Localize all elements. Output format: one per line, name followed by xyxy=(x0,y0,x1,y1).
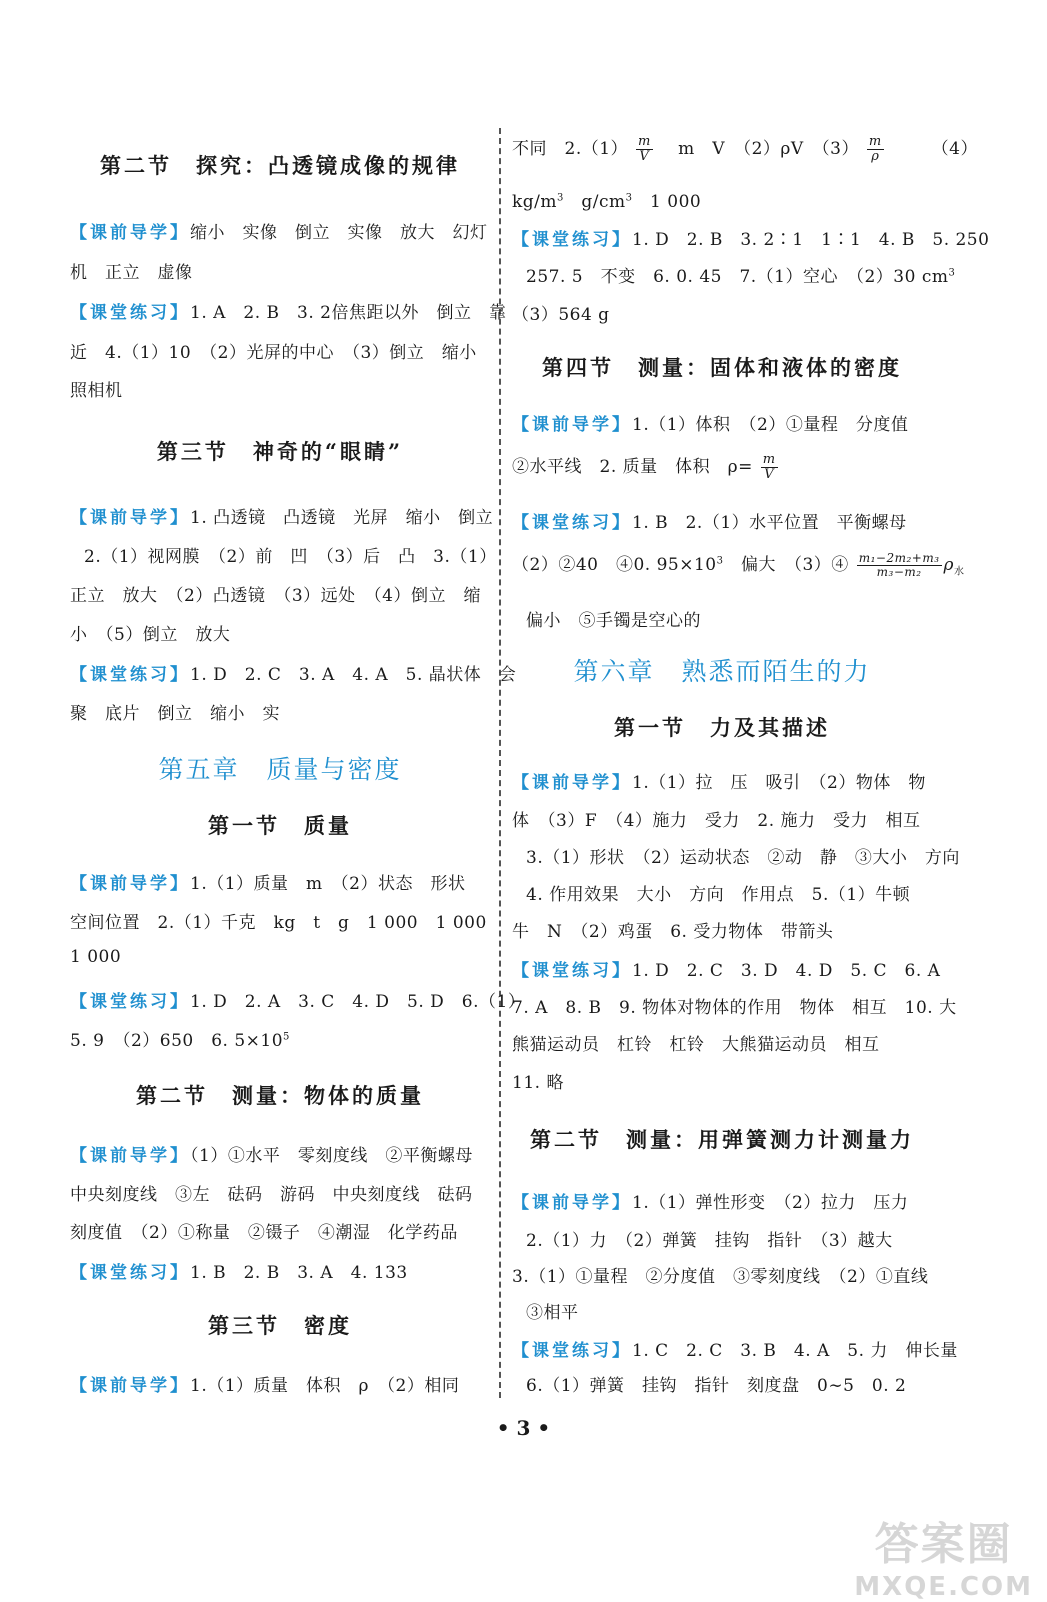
answer-line: 【课堂练习】1. D 2. B 3. 2∶1 1∶1 4. B 5. 250 xyxy=(512,230,990,250)
answer-line: 不同 2.（1） $\frac{m}{V}$ m V （2）ρV （3） $\frac{m}{\rho}$ （4） xyxy=(512,133,978,164)
section-heading: 第四节 测量：固体和液体的密度 xyxy=(542,355,902,380)
answer-line: 【课堂练习】1. D 2. A 3. C 4. D 5. D 6.（1） xyxy=(70,992,526,1012)
answer-line: 【课前导学】1.（1）质量 m （2）状态 形状 xyxy=(70,874,466,894)
fraction: $\frac{\text{m₁−2m₂+m₃}}{\text{m₃−m₂}}$ xyxy=(858,550,940,579)
page-number: • 3 • xyxy=(496,1416,551,1440)
answer-line: ②水平线 2. 质量 体积 ρ= $\frac{m}{V}$ xyxy=(512,451,776,482)
pre-study-tag: 【课前导学】 xyxy=(512,773,632,793)
answer-line: 【课堂练习】1. B 2. B 3. A 4. 133 xyxy=(70,1263,408,1283)
answer-line: 2.（1）视网膜 （2）前 凹 （3）后 凸 3.（1） xyxy=(84,547,497,567)
chapter-title: 第五章 质量与密度 xyxy=(158,755,402,784)
section-heading: 第三节 密度 xyxy=(208,1313,352,1338)
answer-line: 偏小 ⑤手镯是空心的 xyxy=(526,611,701,631)
answer-line: 7. A 8. B 9. 物体对物体的作用 物体 相互 10. 大 xyxy=(512,998,957,1018)
practice-tag: 【课堂练习】 xyxy=(512,1341,632,1361)
section-heading: 第二节 探究：凸透镜成像的规律 xyxy=(100,153,460,178)
answer-line: 【课前导学】缩小 实像 倒立 实像 放大 幻灯 xyxy=(70,223,488,243)
answer-line: 2.（1）力 （2）弹簧 挂钩 指针 （3）越大 xyxy=(526,1231,893,1251)
answer-line: 6.（1）弹簧 挂钩 指针 刻度盘 0∼5 0. 2 xyxy=(526,1376,907,1396)
left-column xyxy=(70,0,526,1440)
pre-study-tag: 【课前导学】 xyxy=(70,1376,190,1396)
answer-line: 5. 9 （2）650 6. $5\times 10^5$ xyxy=(70,1031,290,1051)
answer-line: 小 （5）倒立 放大 xyxy=(70,625,231,645)
practice-tag: 【课堂练习】 xyxy=(70,665,190,685)
answer-line: 【课堂练习】1. C 2. C 3. B 4. A 5. 力 伸长量 xyxy=(512,1341,958,1361)
practice-tag: 【课堂练习】 xyxy=(512,513,632,533)
pre-study-tag: 【课前导学】 xyxy=(70,508,190,528)
answer-line: 【课前导学】（1）①水平 零刻度线 ②平衡螺母 xyxy=(70,1146,473,1166)
section-heading: 第一节 质量 xyxy=(208,813,352,838)
answer-line: 正立 放大 （2）凸透镜 （3）远处 （4）倒立 缩 xyxy=(70,586,481,606)
answer-line: 机 正立 虚像 xyxy=(70,263,193,283)
answer-line: 牛 N （2）鸡蛋 6. 受力物体 带箭头 xyxy=(512,922,834,942)
answer-line: 体 （3）F （4）施力 受力 2. 施力 受力 相互 xyxy=(512,811,921,831)
answer-line: 【课堂练习】1. D 2. C 3. D 4. D 5. C 6. A xyxy=(512,961,941,981)
section-heading: 第三节 神奇的“眼睛” xyxy=(156,439,404,464)
watermark-logo: 答案圈 MXQE.COM xyxy=(854,1519,1033,1602)
section-heading: 第二节 测量：用弹簧测力计测量力 xyxy=(530,1127,914,1152)
answer-line: 【课堂练习】1. A 2. B 3. 2倍焦距以外 倒立 靠 xyxy=(70,303,507,323)
pre-study-tag: 【课前导学】 xyxy=(70,223,190,243)
answer-line: 【课前导学】1.（1）拉 压 吸引 （2）物体 物 xyxy=(512,773,926,793)
answer-line: 【课堂练习】1. D 2. C 3. A 4. A 5. 晶状体 会 xyxy=(70,665,517,685)
section-heading: 第二节 测量：物体的质量 xyxy=(136,1083,424,1108)
answer-line: 3.（1）①量程 ②分度值 ③零刻度线 （2）①直线 xyxy=(512,1267,929,1287)
answer-line: 【课前导学】1. 凸透镜 凸透镜 光屏 缩小 倒立 xyxy=(70,508,494,528)
answer-line: $kg/m^3$ $g/cm^3$ 1 000 xyxy=(512,192,702,212)
practice-tag: 【课堂练习】 xyxy=(70,1263,190,1283)
answer-line: 257. 5 不变 6. 0. 45 7.（1）空心 （2）30 $cm^3$ xyxy=(526,267,956,287)
pre-study-tag: 【课前导学】 xyxy=(70,874,190,894)
answer-line: 中央刻度线 ③左 砝码 游码 中央刻度线 砝码 xyxy=(70,1185,473,1205)
pre-study-tag: 【课前导学】 xyxy=(512,1193,632,1213)
practice-tag: 【课堂练习】 xyxy=(512,961,632,981)
answer-line: 刻度值 （2）①称量 ②镊子 ④潮湿 化学药品 xyxy=(70,1223,458,1243)
practice-tag: 【课堂练习】 xyxy=(512,230,632,250)
practice-tag: 【课堂练习】 xyxy=(70,303,190,323)
section-heading: 第一节 力及其描述 xyxy=(614,715,830,740)
fraction: $\frac{m}{V}$ xyxy=(762,451,776,482)
answer-line: 3.（1）形状 （2）运动状态 ②动 静 ③大小 方向 xyxy=(526,848,960,868)
answer-line: （3）564 g xyxy=(512,305,610,325)
answer-line: 【课堂练习】1. B 2.（1）水平位置 平衡螺母 xyxy=(512,513,907,533)
chapter-title: 第六章 熟悉而陌生的力 xyxy=(573,657,871,686)
answer-line: 近 4.（1）10 （2）光屏的中心 （3）倒立 缩小 xyxy=(70,343,477,363)
practice-tag: 【课堂练习】 xyxy=(70,992,190,1012)
answer-line: 照相机 xyxy=(70,381,123,401)
answer-line: 11. 略 xyxy=(512,1073,564,1093)
pre-study-tag: 【课前导学】 xyxy=(512,415,632,435)
answer-line: 1 000 xyxy=(70,947,122,967)
answer-line: ③相平 xyxy=(526,1303,579,1323)
answer-line: 聚 底片 倒立 缩小 实 xyxy=(70,704,280,724)
answer-line: 【课前导学】1.（1）弹性形变 （2）拉力 压力 xyxy=(512,1193,909,1213)
answer-line: 熊猫运动员 杠铃 杠铃 大熊猫运动员 相互 xyxy=(512,1035,880,1055)
fraction: $\frac{m}{\rho}$ xyxy=(868,133,882,164)
answer-line: （2）②40 ④0. $95\times 10^3$ 偏大 （3）④ $\frac{\text{m₁−2m₂+m₃}}{\text{m₃−m₂}}$ $\rho_水$ xyxy=(512,550,965,579)
answer-line: 【课前导学】1.（1）体积 （2）①量程 分度值 xyxy=(512,415,909,435)
answer-line: 【课前导学】1.（1）质量 体积 ρ （2）相同 xyxy=(70,1376,460,1396)
answer-line: 空间位置 2.（1）千克 kg t g 1 000 1 000 xyxy=(70,913,487,933)
fraction: $\frac{m}{V}$ xyxy=(637,133,651,164)
answer-line: 4. 作用效果 大小 方向 作用点 5.（1）牛顿 xyxy=(526,885,911,905)
pre-study-tag: 【课前导学】 xyxy=(70,1146,190,1166)
right-column xyxy=(512,0,990,1440)
